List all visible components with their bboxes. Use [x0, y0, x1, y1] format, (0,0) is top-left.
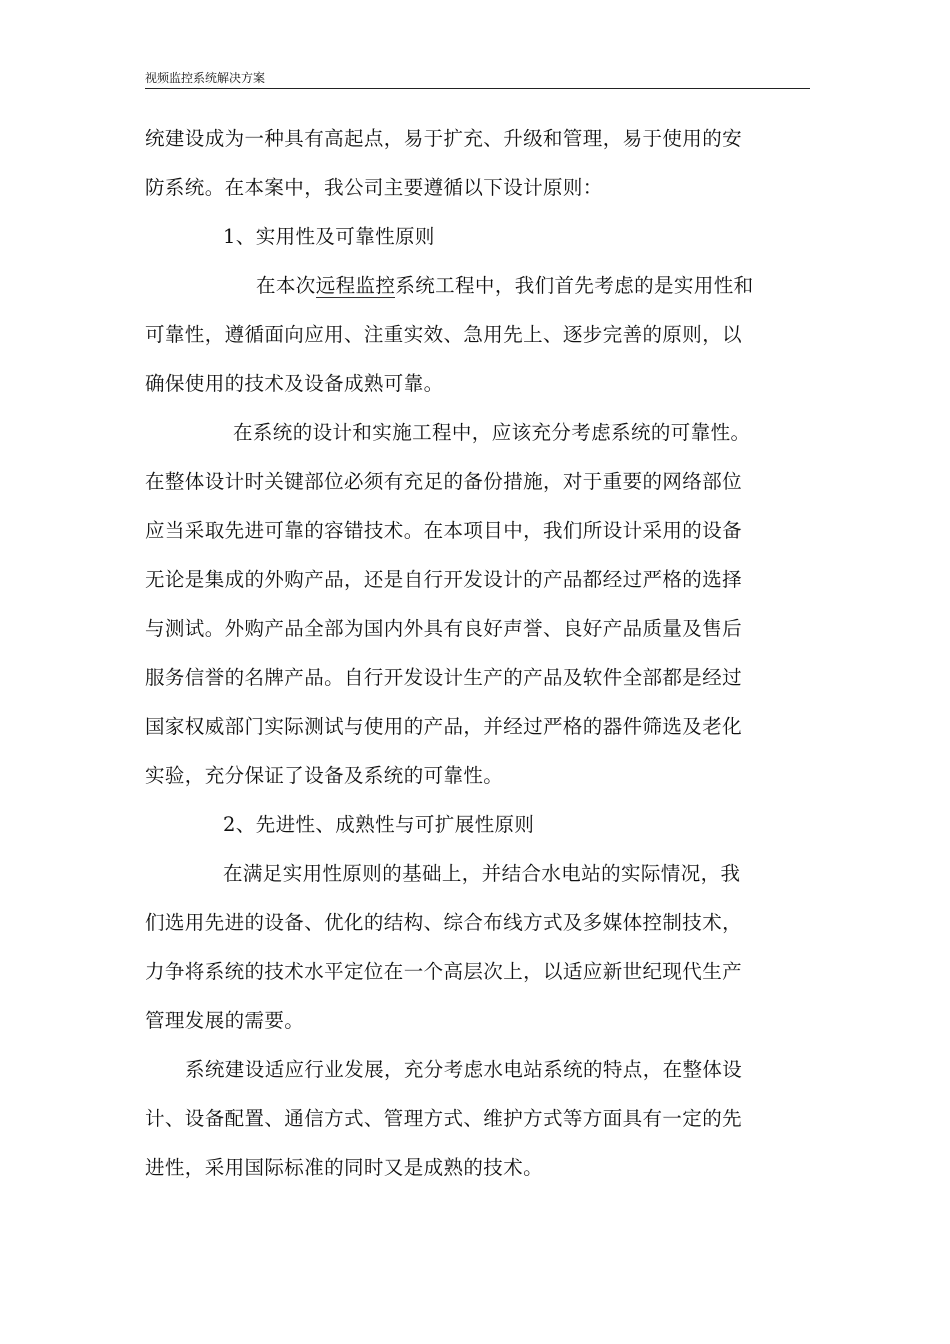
text-line: 防系统。在本案中，我公司主要遵循以下设计原则： — [145, 176, 603, 199]
text-line: 在整体设计时关键部位必须有充足的备份措施，对于重要的网络部位 — [145, 470, 743, 493]
text-line: 实验，充分保证了设备及系统的可靠性。 — [145, 764, 504, 787]
text-line: 力争将系统的技术水平定位在一个高层次上，以适应新世纪现代生产 — [145, 960, 743, 983]
text-line: 与测试。外购产品全部为国内外具有良好声誉、良好产品质量及售后 — [145, 617, 743, 640]
text-line: 可靠性，遵循面向应用、注重实效、急用先上、逐步完善的原则，以 — [145, 323, 743, 346]
text-line: 统建设成为一种具有高起点，易于扩充、升级和管理，易于使用的安 — [145, 127, 743, 150]
text-segment: 系统工程中，我们首先考虑的是实用性和 — [395, 274, 754, 297]
text-line: 确保使用的技术及设备成熟可靠。 — [145, 372, 444, 395]
text-line: 系统建设适应行业发展，充分考虑水电站系统的特点，在整体设 — [185, 1058, 743, 1081]
text-line: 应当采取先进可靠的容错技术。在本项目中，我们所设计采用的设备 — [145, 519, 743, 542]
text-line: 们选用先进的设备、优化的结构、综合布线方式及多媒体控制技术， — [145, 911, 743, 934]
header-title: 视频监控系统解决方案 — [145, 71, 266, 85]
document-body — [145, 114, 810, 1192]
section-heading-2: 2、先进性、成熟性与可扩展性原则 — [223, 813, 535, 836]
text-line — [145, 261, 810, 310]
text-line: 无论是集成的外购产品，还是自行开发设计的产品都经过严格的选择 — [145, 568, 743, 591]
page-header — [145, 68, 810, 89]
remote-monitoring-link[interactable]: 远程监控 — [315, 274, 396, 297]
text-segment: 在本次 — [256, 274, 316, 297]
text-line: 国家权威部门实际测试与使用的产品，并经过严格的器件筛选及老化 — [145, 715, 743, 738]
text-line: 管理发展的需要。 — [145, 1009, 305, 1032]
section-heading-1: 1、实用性及可靠性原则 — [223, 225, 435, 248]
text-line: 在满足实用性原则的基础上，并结合水电站的实际情况，我 — [223, 862, 741, 885]
text-line: 进性，采用国际标准的同时又是成熟的技术。 — [145, 1156, 544, 1179]
text-line: 在系统的设计和实施工程中，应该充分考虑系统的可靠性。 — [233, 421, 751, 444]
text-line: 计、设备配置、通信方式、管理方式、维护方式等方面具有一定的先 — [145, 1107, 743, 1130]
text-line: 服务信誉的名牌产品。自行开发设计生产的产品及软件全部都是经过 — [145, 666, 743, 689]
